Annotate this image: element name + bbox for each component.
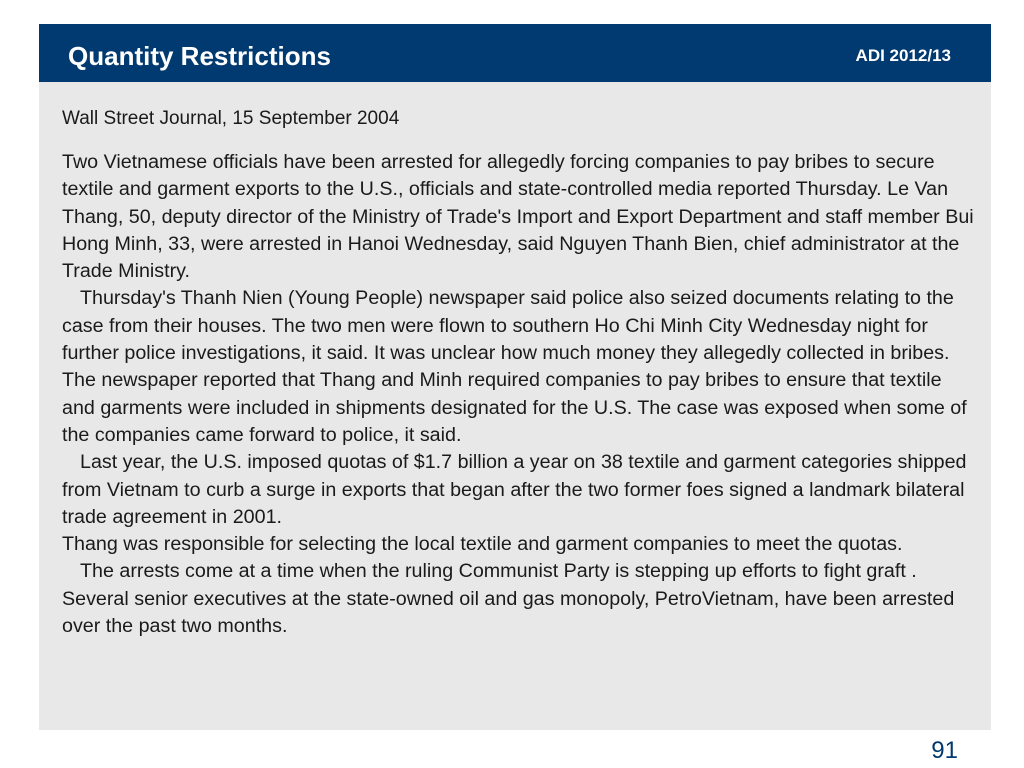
article-paragraph: Two Vietnamese officials have been arrested for allegedly forcing companies to pay bribes to secure textile and garment exports to the U.S., officials and state-controlled media reported Thursday. Le Van Thang, 50, deputy director of the Ministry of Trade's Import and Export Department and staff member Bui Hong Minh, 33, were arrested in Hanoi Wednesday, said Nguyen Thanh Bien, chief administrator at the Trade Ministry.: [62, 151, 974, 283]
article-paragraph: The arrests come at a time when the ruling Communist Party is stepping up efforts to fight graft . Several senior executives at the state-owned oil and gas monopoly, PetroVietnam, have been arrested over the past two months.: [62, 560, 955, 638]
article-paragraph: Thang was responsible for selecting the local textile and garment companies to meet the quotas.: [62, 533, 903, 556]
slide-header: [39, 24, 991, 82]
slide-title: Quantity Restrictions: [68, 41, 331, 71]
article-body: [62, 149, 978, 640]
article-paragraph: The newspaper reported that Thang and Minh required companies to pay bribes to ensure that textile and garments were included in shipments designated for the U.S. The case was exposed when some of the companies came forward to police, it said.: [62, 369, 967, 446]
page-number: 91: [931, 737, 958, 764]
content-panel: [39, 82, 991, 730]
course-label: ADI 2012/13: [855, 46, 951, 65]
article-paragraph: Thursday's Thanh Nien (Young People) newspaper said police also seized documents relating to the case from their houses. The two men were flown to southern Ho Chi Minh City Wednesday night for further police investigations, it said. It was unclear how much money they allegedly collected in bribes.: [62, 287, 954, 365]
article-paragraph: Last year, the U.S. imposed quotas of $1.7 billion a year on 38 textile and garment categories shipped from Vietnam to curb a surge in exports that began after the two former foes signed a landmark bilateral trade agreement in 2001.: [62, 451, 967, 528]
article-source: Wall Street Journal, 15 September 2004: [62, 108, 400, 129]
